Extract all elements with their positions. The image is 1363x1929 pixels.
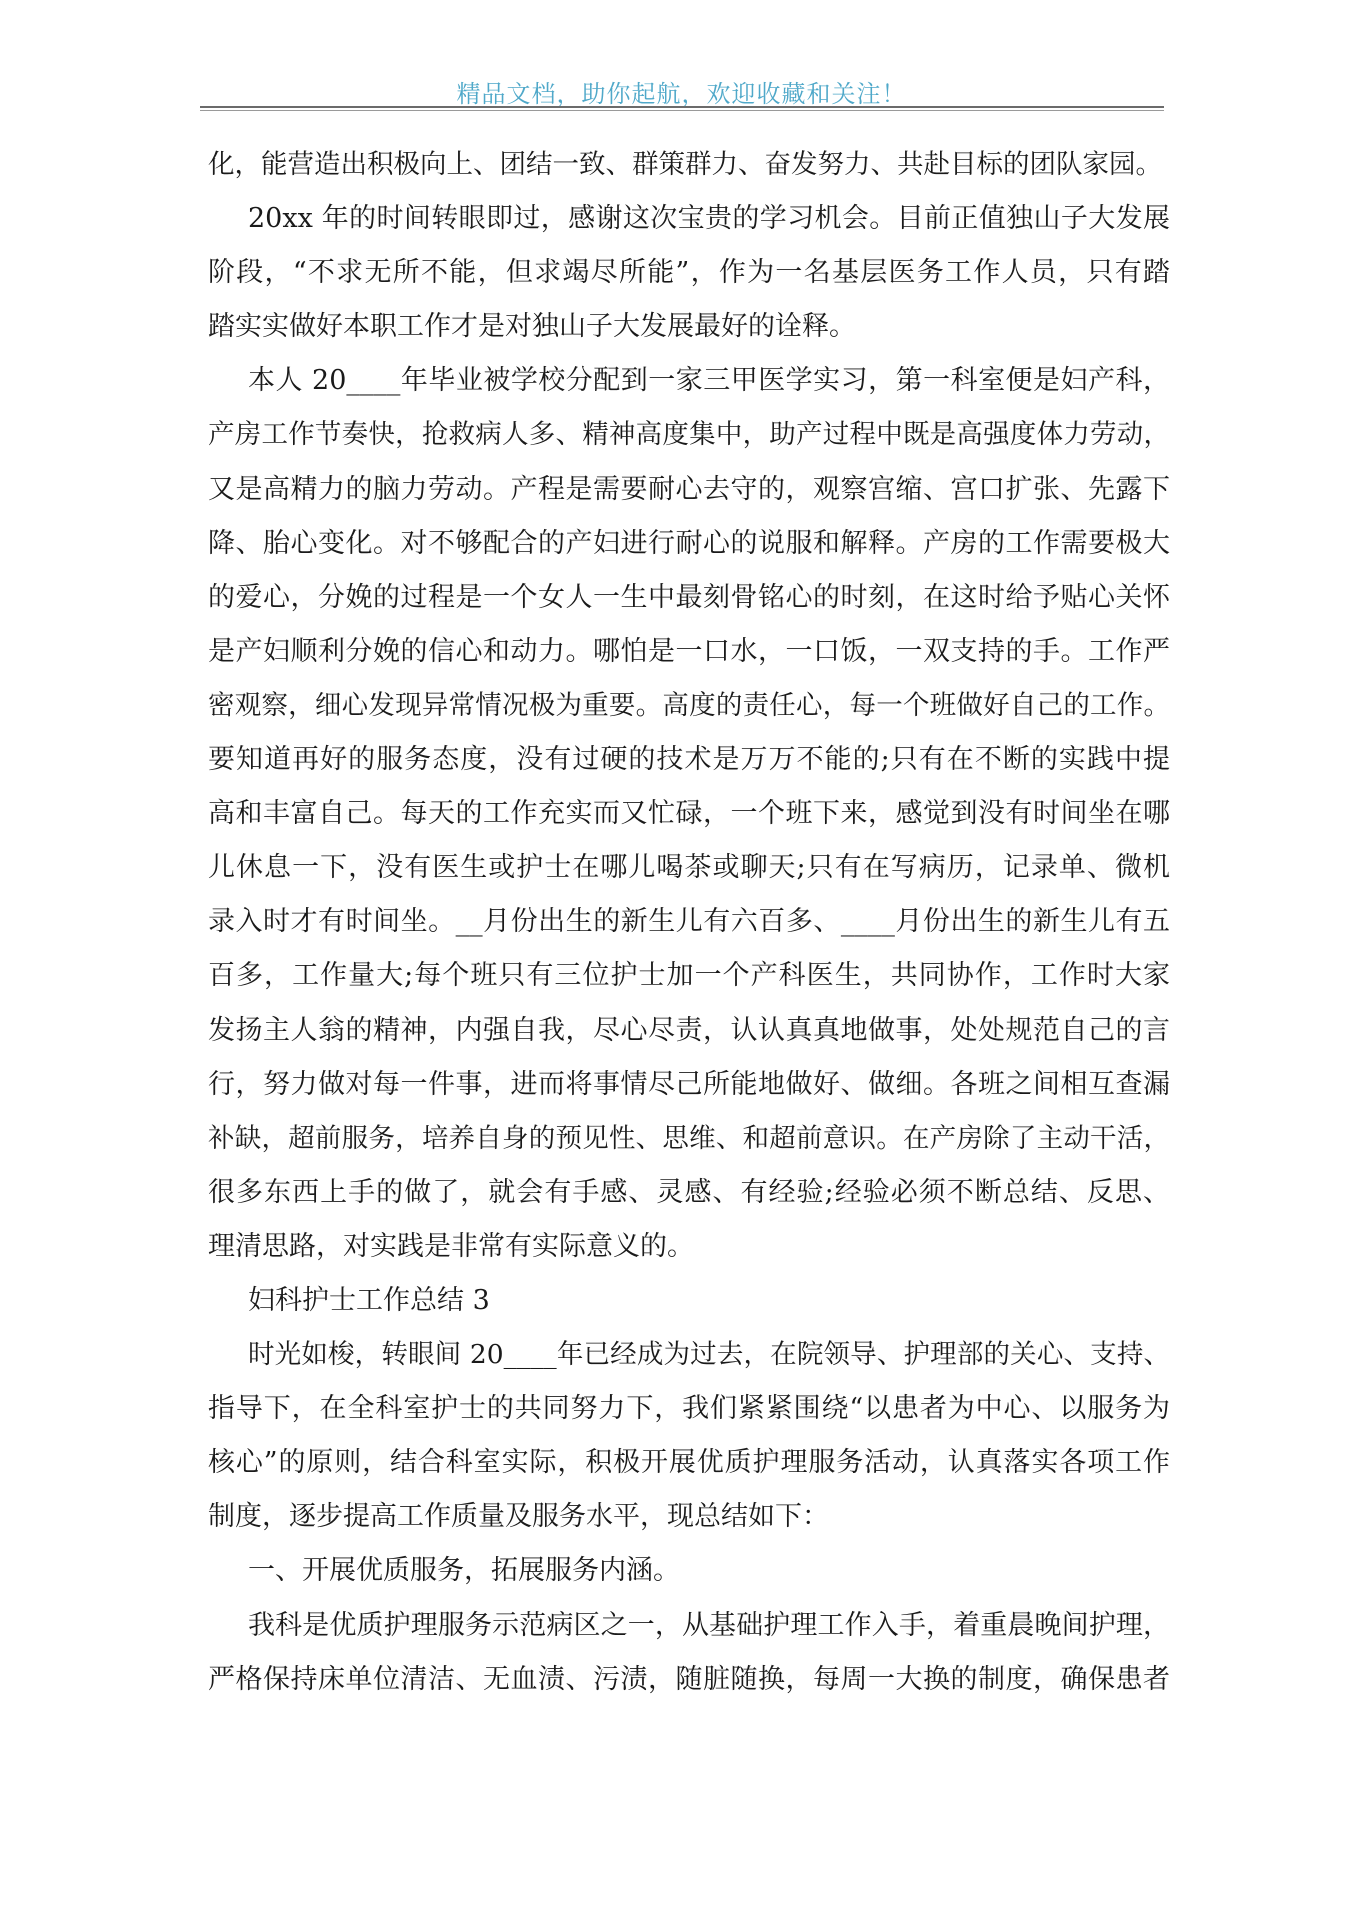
text-line: 指导下，在全科室护士的共同努力下，我们紧紧围绕“以患者为中心、以服务为 [208,1393,1170,1425]
text-line: 发扬主人翁的精神，内强自我，尽心尽责，认认真真地做事，处处规范自己的言 [208,1014,1170,1046]
text-line: 录入时才有时间坐。__月份出生的新生儿有六百多、____月份出生的新生儿有五 [208,906,1170,938]
text-line: 的爱心，分娩的过程是一个女人一生中最刻骨铭心的时刻，在这时给予贴心关怀 [208,581,1170,613]
text-line: 本人 20____年毕业被学校分配到一家三甲医学实习，第一科室便是妇产科， [248,365,1170,397]
text-line: 百多，工作量大;每个班只有三位护士加一个产科医生，共同协作，工作时大家 [208,960,1170,992]
text-line: 核心”的原则，结合科室实际，积极开展优质护理服务活动，认真落实各项工作 [208,1447,1170,1479]
text-line: 密观察，细心发现异常情况极为重要。高度的责任心，每一个班做好自己的工作。 [208,689,1170,721]
text-line: 化，能营造出积极向上、团结一致、群策群力、奋发努力、共赴目标的团队家园。 [208,149,1162,180]
text-line: 补缺，超前服务，培养自身的预见性、思维、和超前意识。在产房除了主动干活， [208,1122,1170,1154]
text-line: 20xx 年的时间转眼即过，感谢这次宝贵的学习机会。目前正值独山子大发展 [248,203,1170,235]
text-line: 降、胎心变化。对不够配合的产妇进行耐心的说服和解释。产房的工作需要极大 [208,527,1170,559]
text-line: 制度，逐步提高工作质量及服务水平，现总结如下： [208,1501,829,1533]
text-line: 时光如梭，转眼间 20____年已经成为过去，在院领导、护理部的关心、支持、 [248,1339,1170,1371]
text-line: 很多东西上手的做了，就会有手感、灵感、有经验;经验必须不断总结、反思、 [208,1176,1170,1208]
text-line: 严格保持床单位清洁、无血渍、污渍，随脏随换，每周一大换的制度，确保患者 [208,1663,1170,1695]
text-line: 儿休息一下，没有医生或护士在哪儿喝茶或聊天;只有在写病历，记录单、微机 [208,852,1170,884]
text-line: 阶段，“不求无所不能，但求竭尽所能”，作为一名基层医务工作人员，只有踏 [208,257,1170,289]
text-line: 踏实实做好本职工作才是对独山子大发展最好的诠释。 [208,311,856,343]
text-line: 一、开展优质服务，拓展服务内涵。 [248,1555,680,1587]
text-line: 又是高精力的脑力劳动。产程是需要耐心去守的，观察宫缩、宫口扩张、先露下 [208,473,1170,505]
text-line: 妇科护士工作总结 3 [248,1284,490,1316]
text-line: 行，努力做对每一件事，进而将事情尽己所能地做好、做细。各班之间相互查漏 [208,1068,1170,1100]
text-line: 产房工作节奏快，抢救病人多、精神高度集中，助产过程中既是高强度体力劳动， [208,419,1170,451]
text-line: 高和丰富自己。每天的工作充实而又忙碌，一个班下来，感觉到没有时间坐在哪 [208,798,1170,830]
header-divider-thin [200,110,1164,111]
text-line: 理清思路，对实践是非常有实际意义的。 [208,1230,694,1262]
header-divider [200,106,1164,108]
document-body [208,138,1170,1707]
text-line: 我科是优质护理服务示范病区之一，从基础护理工作入手，着重晨晚间护理， [248,1609,1170,1641]
page-header: 精品文档，助你起航，欢迎收藏和关注！ [456,80,907,108]
text-line: 是产妇顺利分娩的信心和动力。哪怕是一口水，一口饭，一双支持的手。工作严 [208,635,1170,667]
text-line: 要知道再好的服务态度，没有过硬的技术是万万不能的;只有在不断的实践中提 [208,744,1170,776]
